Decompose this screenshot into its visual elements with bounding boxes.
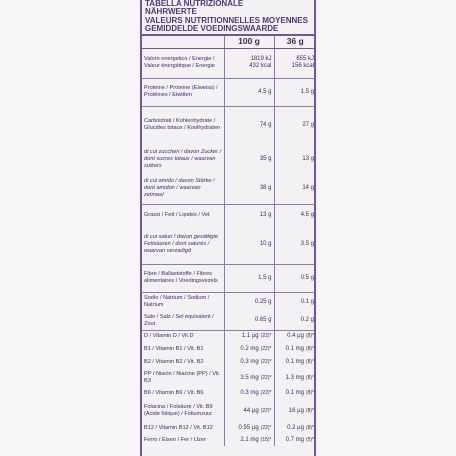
vitamin-value-36g-ri: (8)* — [305, 374, 314, 381]
nutrient-row — [142, 144, 316, 174]
vitamin-value-100g-cell — [224, 422, 274, 435]
value-per-100g: 74 g — [224, 106, 274, 144]
vitamin-value-100g: 44 µg — [243, 407, 259, 414]
value-per-100g: 1.5 g — [224, 264, 274, 292]
vitamin-rows — [142, 330, 316, 446]
nutrient-row — [142, 204, 316, 226]
nutrient-row — [142, 174, 316, 204]
vitamin-label: PP / Niacin / Niacine (PP) / Vit. B3 — [144, 371, 221, 385]
nutrient-label: di cui zuccheri / davon Zucker / dont sucres totaux / waarvan suikers — [144, 148, 222, 169]
vitamin-value-36g-cell — [274, 343, 316, 356]
value-per-100g: 35 g — [224, 144, 274, 174]
energy-100-cell — [224, 48, 274, 78]
value-per-36g: 0.2 g — [274, 312, 316, 330]
nutrition-table-panel — [140, 0, 316, 456]
vitamin-label: B1 / Vitamin B1 / Vit. B1 — [144, 346, 204, 353]
nutrient-row — [142, 106, 316, 144]
energy-label: Valore energetico / Energie / Valeur énergétique / Energie — [144, 56, 215, 70]
vitamin-value-36g: 1.3 mg — [285, 374, 304, 381]
vitamin-row — [142, 356, 316, 369]
vitamin-label: Folacina / Folsäure / Vit. B9 (Acide folique) / Foliumzuur — [144, 404, 213, 418]
value-per-36g: 14 g — [274, 174, 316, 204]
vitamin-value-100g-ri: (22)* — [260, 333, 272, 340]
vitamin-row — [142, 387, 316, 400]
value-per-100g: 0.65 g — [224, 312, 274, 330]
per-100g-header: 100 g — [224, 35, 274, 49]
vitamin-label: B6 / Vitamin B6 / Vit. B6 — [144, 390, 204, 397]
nutrient-rows — [142, 78, 316, 330]
vitamin-row — [142, 422, 316, 435]
value-per-100g: 10 g — [224, 226, 274, 264]
nutrient-label: Fibre / Ballaststoffe / Fibres alimentaires / Voedingsvezels — [142, 264, 224, 292]
vitamin-value-36g: 0.1 mg — [285, 346, 304, 353]
nutrient-label: di cui amido / davon Stärke / dont amidon / waarvan zetmeel — [144, 178, 215, 199]
value-per-36g: 13 g — [274, 144, 316, 174]
vitamin-value-36g-cell — [274, 369, 316, 387]
header-line: TABELLA NUTRIZIONALE — [145, 0, 244, 8]
vitamin-row — [142, 330, 316, 343]
nutrient-label: Proteine / Proteine (Eiweiss) / Protéines / Eiwitten — [142, 78, 224, 106]
nutrient-row — [142, 312, 316, 330]
vitamin-label: B2 / Vitamin B2 / Vit. B2 — [144, 359, 204, 366]
vitamin-value-100g: 2.1 mg — [240, 437, 259, 444]
nutrient-label: Grassi / Fett / Lipides / Vet — [142, 204, 224, 226]
vitamin-value-100g-cell — [224, 387, 274, 400]
vitamin-value-100g-cell — [224, 356, 274, 369]
vitamin-value-36g-ri: (8)* — [305, 346, 314, 353]
vitamin-value-100g-ri: (22)* — [260, 390, 272, 397]
nutrient-row — [142, 292, 316, 312]
vitamin-value-36g: 0.2 µg — [287, 425, 304, 432]
blank-header-cell — [142, 35, 224, 49]
vitamin-row — [142, 400, 316, 422]
vitamin-value-100g-cell — [224, 343, 274, 356]
value-per-36g: 4.5 g — [274, 204, 316, 226]
value-per-36g: 27 g — [274, 106, 316, 144]
vitamin-value-36g-cell — [274, 422, 316, 435]
nutrient-row — [142, 264, 316, 292]
value-per-36g: 0.5 g — [274, 264, 316, 292]
vitamin-value-36g: 0.4 µg — [287, 333, 304, 340]
value-per-100g: 0.25 g — [224, 292, 274, 312]
vitamin-value-36g-ri: (8)* — [305, 359, 314, 366]
vitamin-value-100g-cell — [224, 369, 274, 387]
vitamin-value-36g-ri: (8)* — [305, 390, 314, 397]
vitamin-label: B12 / Vitamin B12 / Vit. B12 — [144, 425, 213, 432]
vitamin-row — [142, 343, 316, 356]
vitamin-value-36g: 0.1 mg — [285, 390, 304, 397]
energy-kj-36: 655 kJ — [296, 56, 314, 63]
left-background — [0, 0, 138, 456]
value-per-36g: 1.5 g — [274, 78, 316, 106]
right-background — [318, 0, 456, 456]
vitamin-value-36g-cell — [274, 400, 316, 422]
header-line: VALEURS NUTRITIONNELLES MOYENNES — [145, 15, 308, 25]
vitamin-value-100g-ri: (22)* — [260, 425, 272, 432]
vitamin-value-36g: 16 µg — [288, 407, 304, 414]
vitamin-value-100g: 0.55 µg — [238, 425, 259, 432]
vitamin-value-100g: 0.3 mg — [240, 359, 259, 366]
vitamin-value-36g-ri: (8)* — [305, 407, 314, 414]
vitamin-label: D / Vitamin D / Vit D — [142, 330, 224, 343]
vitamin-value-36g: 0.7 mg — [285, 437, 304, 444]
nutrient-label: Sale / Salz / Sel équivalent / Zout — [144, 313, 214, 327]
vitamin-row — [142, 435, 316, 446]
vitamin-value-36g-cell — [274, 435, 316, 446]
table-header — [142, 0, 314, 34]
header-line: GEMIDDELDE VOEDINGSWAARDE — [145, 24, 279, 34]
vitamin-value-100g-ri: (22)* — [260, 346, 272, 353]
vitamin-value-100g: 3.5 mg — [240, 374, 259, 381]
vitamin-value-100g-ri: (22)* — [260, 407, 272, 414]
energy-row — [142, 48, 316, 78]
vitamin-value-36g-ri: (8)* — [305, 425, 314, 432]
value-per-100g: 4.5 g — [224, 78, 274, 106]
vitamin-value-100g: 0.2 mg — [240, 346, 259, 353]
nutrition-table — [142, 34, 316, 447]
vitamin-value-36g-cell — [274, 387, 316, 400]
vitamin-value-100g-ri: (22)* — [260, 374, 272, 381]
vitamin-value-100g: 1.1 µg — [241, 333, 259, 340]
per-36g-header: 36 g — [274, 35, 316, 49]
vitamin-value-100g-ri: (15)* — [260, 437, 272, 444]
energy-36-cell — [274, 48, 316, 78]
energy-kcal-36: 156 kcal — [291, 63, 314, 70]
vitamin-value-36g-ri: (5)* — [305, 437, 314, 444]
value-per-100g: 38 g — [224, 174, 274, 204]
vitamin-value-100g-ri: (22)* — [260, 359, 272, 366]
nutrient-row — [142, 78, 316, 106]
nutrient-label: Sodio / Natrium / Sodium / Natrium — [142, 292, 224, 312]
nutrient-label: Carboidrati / Kohlenhydrate / Glucides totaux / Koolhydraten — [142, 106, 224, 144]
vitamin-value-36g: 0.1 mg — [285, 359, 304, 366]
vitamin-label: Ferro / Eisen / Fer / IJzer — [144, 437, 206, 444]
vitamin-row — [142, 369, 316, 387]
header-line: NÄHRWERTE — [145, 7, 197, 17]
energy-kcal-100: 432 kcal — [249, 63, 272, 70]
vitamin-value-100g-cell — [224, 435, 274, 446]
nutrient-row — [142, 226, 316, 264]
vitamin-value-36g-cell — [274, 330, 316, 343]
vitamin-value-100g-cell — [224, 400, 274, 422]
value-per-36g: 0.1 g — [274, 292, 316, 312]
column-header-row — [142, 35, 316, 49]
vitamin-value-100g-cell — [224, 330, 274, 343]
value-per-36g: 3.5 g — [274, 226, 316, 264]
energy-kj-100: 1819 kJ — [250, 56, 272, 63]
vitamin-value-36g-ri: (8)* — [305, 333, 314, 340]
value-per-100g: 13 g — [224, 204, 274, 226]
vitamin-value-100g: 0.3 mg — [240, 390, 259, 397]
vitamin-value-36g-cell — [274, 356, 316, 369]
nutrient-label: di cui saturi / davon gesättigte Fettsäuren / dont saturés / waarvan verzadigd — [144, 234, 219, 255]
